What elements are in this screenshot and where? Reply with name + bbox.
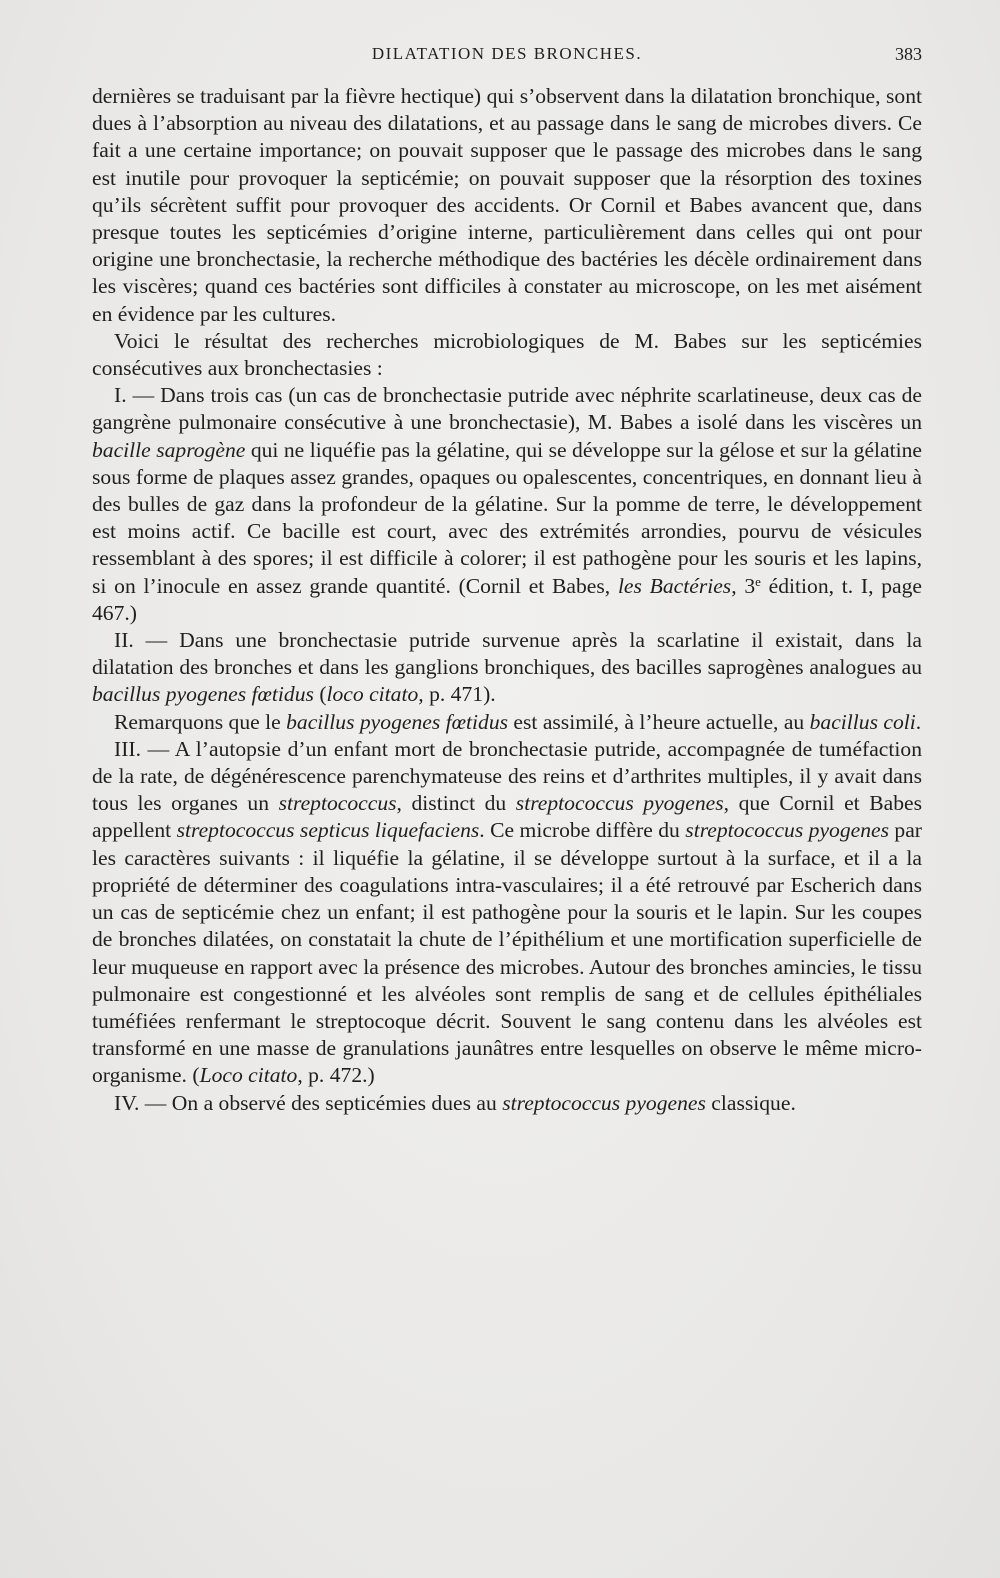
paragraph-5 [92,709,922,736]
italic-term: streptococcus pyogenes [685,818,889,843]
text-run: . Ce microbe diffère du [479,818,686,843]
page-header [92,44,922,74]
italic-term: streptococcus septicus liquefaciens [176,818,480,843]
text-run: Remarquons que le [114,709,287,734]
italic-citation: Loco citato [199,1063,298,1088]
italic-citation: loco citato [326,682,419,707]
paragraph-7 [92,1090,922,1117]
text-run: , que Cornil et Babes appellent [92,791,922,843]
text-run: qui ne liquéfie pas la gélatine, qui se développe sur la gélose et sur la gélatine sous forme de plaques assez grandes, opaques ou opalescentes, concentriques, en donnant lieu à des bulles de gaz dans la profondeur de la gélatine. Sur la pomme de terre, le développement est moins actif. Ce bacille est court, avec des extrémités arrondies, pourvu de vésicules ressemblant à des spores; il est difficile à colorer; il est pathogène pour les souris et les lapins, si on l’inocule en assez grande quantité. (Cornil et Babes, [92,437,922,598]
text-run: . [915,709,922,734]
text-run: édition, t. I, page 467.) [92,573,922,625]
italic-term: streptococcus [278,791,397,816]
text-run: IV. — On a observé des septicémies dues au [114,1090,503,1115]
text-run: III. — A l’autopsie d’un enfant mort de bronchectasie putride, accompagnée de tuméfaction de la rate, de dégénérescence parenchymateuse des reins et d’arthrites multiples, il y avait dans tous les organes un [92,736,922,816]
text-run: II. — Dans une bronchectasie putride survenue après la scarlatine il existait, dans la dilatation des bronches et dans les ganglions bronchiques, des bacilles saprogènes analogues au [92,628,922,680]
italic-term: bacillus pyogenes fœtidus [92,682,314,707]
text-run: , 3 [731,573,756,598]
running-title: DILATATION DES BRONCHES. [371,44,643,63]
italic-term: bacillus coli [809,709,916,734]
paragraph-1 [92,83,922,328]
body-text [92,83,922,1117]
paragraph-2 [92,328,922,382]
page-number: 383 [895,44,922,64]
italic-term: streptococcus pyogenes [502,1090,706,1115]
text-run: , p. 471). [418,682,496,707]
paragraph-3 [92,382,922,627]
superscript: e [755,573,761,589]
text-run: , distinct du [396,791,516,816]
text-run: ( [313,682,327,707]
text-run: classique. [705,1090,796,1115]
text-run: , p. 472.) [297,1063,375,1088]
text-run: par les caractères suivants : il liquéfie la gélatine, il se développe surtout à la surface, et il a la propriété de déterminer des coagulations intra-vasculaires; il a été retrouvé par Escherich dans un cas de septicémie chez un enfant; il est pathogène pour la souris et le lapin. Sur les coupes de bronches dilatées, on constatait la chute de l’épithélium et une mortification superficielle de leur muqueuse en rapport avec la présence des microbes. Autour des bronches amincies, le tissu pulmonaire est congestionné et les alvéoles sont remplis de sang et de cellules épithéliales tuméfiées renfermant le streptocoque décrit. Souvent le sang contenu dans les alvéoles est transformé en une masse de granulations jaunâtres entre lesquelles on observe le même micro-organisme. ( [92,818,922,1088]
paragraph-4 [92,627,922,709]
italic-term: bacille saprogène [92,437,246,462]
italic-title: les Bactéries [617,573,732,598]
text-run: Voici le résultat des recherches microbiologiques de M. Babes sur les septicémies consécutives aux bronchectasies : [92,328,922,381]
paragraph-6 [92,736,922,1090]
italic-term: streptococcus pyogenes [515,791,724,816]
text-run: I. — Dans trois cas (un cas de bronchectasie putride avec néphrite scarlatineuse, deux cas de gangrène pulmonaire consécutive à une bronchectasie), M. Babes a isolé dans les viscères un [92,383,922,435]
text-run: est assimilé, à l’heure actuelle, au [508,709,810,734]
italic-term: bacillus pyogenes fœtidus [286,709,509,734]
text-run: dernières se traduisant par la fièvre hectique) qui s’observent dans la dilatation bronchique, sont dues à l’absorption au niveau des dilatations, et au passage dans le sang de microbes divers. Ce fait a une certaine importance; on pouvait supposer que le passage des microbes dans le sang est inutile pour provoquer la septicémie; on pouvait supposer que la résorption des toxines qu’ils sécrètent suffit pour provoquer des accidents. Or Cornil et Babes avancent que, dans presque toutes les septicémies d’origine interne, particulièrement dans celles qui ont pour origine une bronchectasie, la recherche méthodique des bactéries les décèle ordinairement dans les viscères; quand ces bactéries sont difficiles à constater au microscope, on les met aisément en évidence par les cultures. [92,84,922,326]
